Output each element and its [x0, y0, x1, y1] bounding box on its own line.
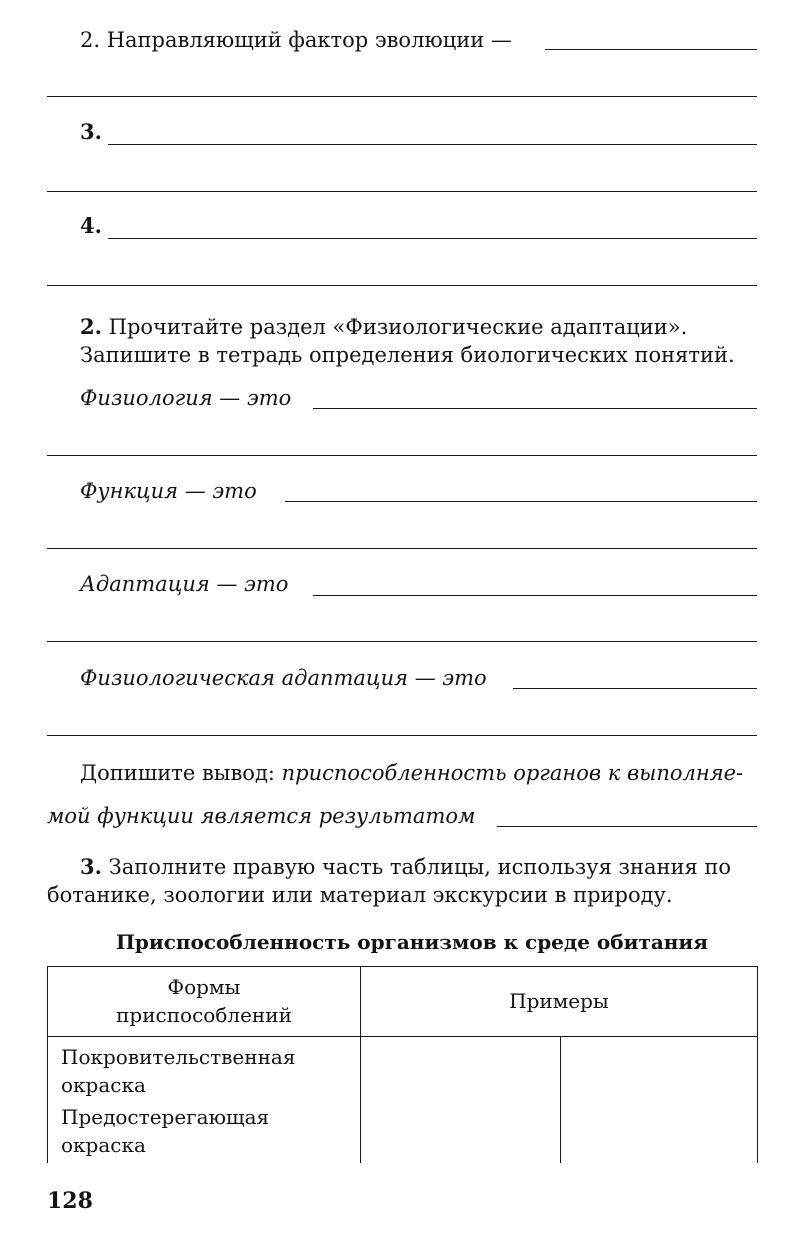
conclusion-lead: Допишите вывод: [80, 761, 275, 785]
header-forms-line-2: приспособлений [116, 1003, 292, 1027]
item-4-label: 4. [80, 213, 102, 238]
task-3-number: 3. [80, 854, 102, 879]
task-3-text-1: Заполните правую часть таблицы, используя знания по [108, 855, 732, 879]
answer-line[interactable] [108, 144, 757, 145]
task-2-number: 2. [80, 314, 102, 339]
row-2-line-1: Предостерегающая [61, 1105, 270, 1129]
row-1-line-2: окраска [61, 1073, 146, 1097]
answer-line[interactable] [285, 501, 757, 502]
adaptation-table [47, 966, 758, 1163]
answer-line[interactable] [513, 688, 757, 689]
answer-line[interactable] [47, 548, 757, 549]
answer-line[interactable] [47, 285, 757, 286]
answer-line[interactable] [47, 191, 757, 192]
task-2-line-2: Запишите в тетрадь определения биологических понятий. [80, 343, 735, 367]
table-row [48, 1037, 758, 1163]
header-forms-line-1: Формы [167, 975, 241, 999]
term-adaptation: Адаптация — это [80, 572, 289, 596]
page-number: 128 [47, 1188, 93, 1214]
conclusion-line-2: мой функции является результатом [47, 804, 476, 828]
task-2-line-1 [80, 313, 687, 341]
row-forms-cell [48, 1037, 361, 1163]
answer-line[interactable] [47, 735, 757, 736]
answer-line[interactable] [545, 49, 757, 50]
conclusion-italic-1: приспособленность органов к выполняе- [281, 761, 744, 785]
answer-line[interactable] [108, 238, 757, 239]
item-3-label: 3. [80, 119, 102, 144]
answer-line[interactable] [47, 96, 757, 97]
term-physiology: Физиология — это [80, 386, 292, 410]
task-3-line-1 [80, 853, 731, 881]
term-function: Функция — это [80, 479, 257, 503]
example-cell-1[interactable] [361, 1037, 561, 1163]
table-header-row [48, 967, 758, 1037]
example-cell-2[interactable] [561, 1037, 758, 1163]
item-2-label: 2. Направляющий фактор эволюции — [80, 28, 512, 52]
task-3-line-2: ботанике, зоологии или материал экскурсии в природу. [47, 883, 673, 907]
row-1-line-1: Покровительственная [61, 1045, 296, 1069]
answer-line[interactable] [47, 455, 757, 456]
header-forms [48, 967, 361, 1037]
header-examples: Примеры [361, 967, 758, 1037]
term-physiological-adaptation: Физиологическая адаптация — это [80, 666, 487, 690]
answer-line[interactable] [497, 826, 757, 827]
table-title: Приспособленность организмов к среде обитания [116, 930, 709, 954]
conclusion-line-1 [80, 759, 743, 787]
row-2-line-2: окраска [61, 1133, 146, 1157]
task-2-text-1: Прочитайте раздел «Физиологические адаптации». [108, 315, 688, 339]
answer-line[interactable] [313, 408, 757, 409]
answer-line[interactable] [313, 595, 757, 596]
answer-line[interactable] [47, 641, 757, 642]
